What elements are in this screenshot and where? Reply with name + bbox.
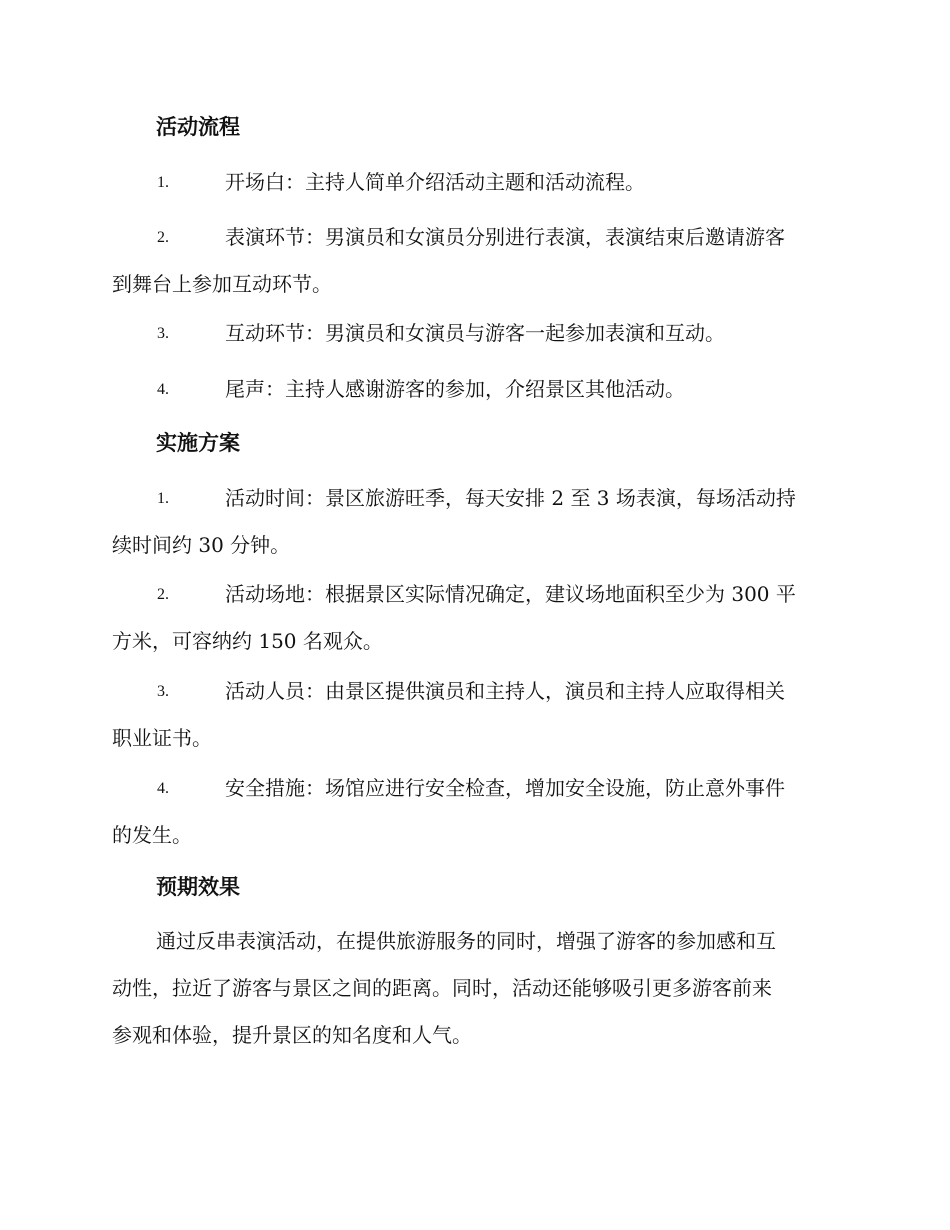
list-item-number: 2. <box>157 586 169 603</box>
list-item-text-continued: 续时间约 30 分钟。 <box>112 533 291 557</box>
list-item <box>112 475 832 569</box>
list-item <box>112 668 832 762</box>
section-heading-implementation: 实施方案 <box>156 431 240 455</box>
list-item <box>112 159 832 206</box>
list-item-text: 互动环节：男演员和女演员与游客一起参加表演和互动。 <box>225 321 725 345</box>
list-item-text: 活动场地：根据景区实际情况确定，建议场地面积至少为 300 平 <box>225 582 796 606</box>
paragraph-line: 通过反串表演活动，在提供旅游服务的同时，增强了游客的参加感和互 <box>156 929 776 953</box>
list-item <box>112 765 832 859</box>
list-item-text-continued: 职业证书。 <box>112 726 212 750</box>
list-item-text: 尾声：主持人感谢游客的参加，介绍景区其他活动。 <box>225 377 685 401</box>
list-item <box>112 366 832 413</box>
list-item-text-continued: 的发生。 <box>112 823 192 847</box>
list-item-text-continued: 方米，可容纳约 150 名观众。 <box>112 629 383 653</box>
body-paragraph <box>112 918 832 1059</box>
list-item-text: 开场白：主持人简单介绍活动主题和活动流程。 <box>225 170 645 194</box>
list-item-number: 3. <box>157 683 169 700</box>
list-item-number: 2. <box>157 229 169 246</box>
list-item <box>112 214 832 308</box>
list-item-number: 1. <box>157 174 169 191</box>
list-item <box>112 571 832 665</box>
list-item-number: 4. <box>157 780 169 797</box>
list-item-text: 表演环节：男演员和女演员分别进行表演，表演结束后邀请游客 <box>225 225 785 249</box>
list-item-number: 3. <box>157 325 169 342</box>
section-heading-expected-results: 预期效果 <box>156 875 240 899</box>
list-item-number: 1. <box>157 490 169 507</box>
paragraph-line: 动性，拉近了游客与景区之间的距离。同时，活动还能够吸引更多游客前来 <box>112 976 772 1000</box>
list-item-text-continued: 到舞台上参加互动环节。 <box>112 272 332 296</box>
list-item-number: 4. <box>157 381 169 398</box>
list-item-text: 活动人员：由景区提供演员和主持人，演员和主持人应取得相关 <box>225 679 785 703</box>
list-item-text: 安全措施：场馆应进行安全检查，增加安全设施，防止意外事件 <box>225 776 785 800</box>
list-item-text: 活动时间：景区旅游旺季，每天安排 2 至 3 场表演，每场活动持 <box>225 486 796 510</box>
paragraph-line: 参观和体验，提升景区的知名度和人气。 <box>112 1023 472 1047</box>
section-heading-process: 活动流程 <box>156 115 240 139</box>
list-item <box>112 310 832 357</box>
